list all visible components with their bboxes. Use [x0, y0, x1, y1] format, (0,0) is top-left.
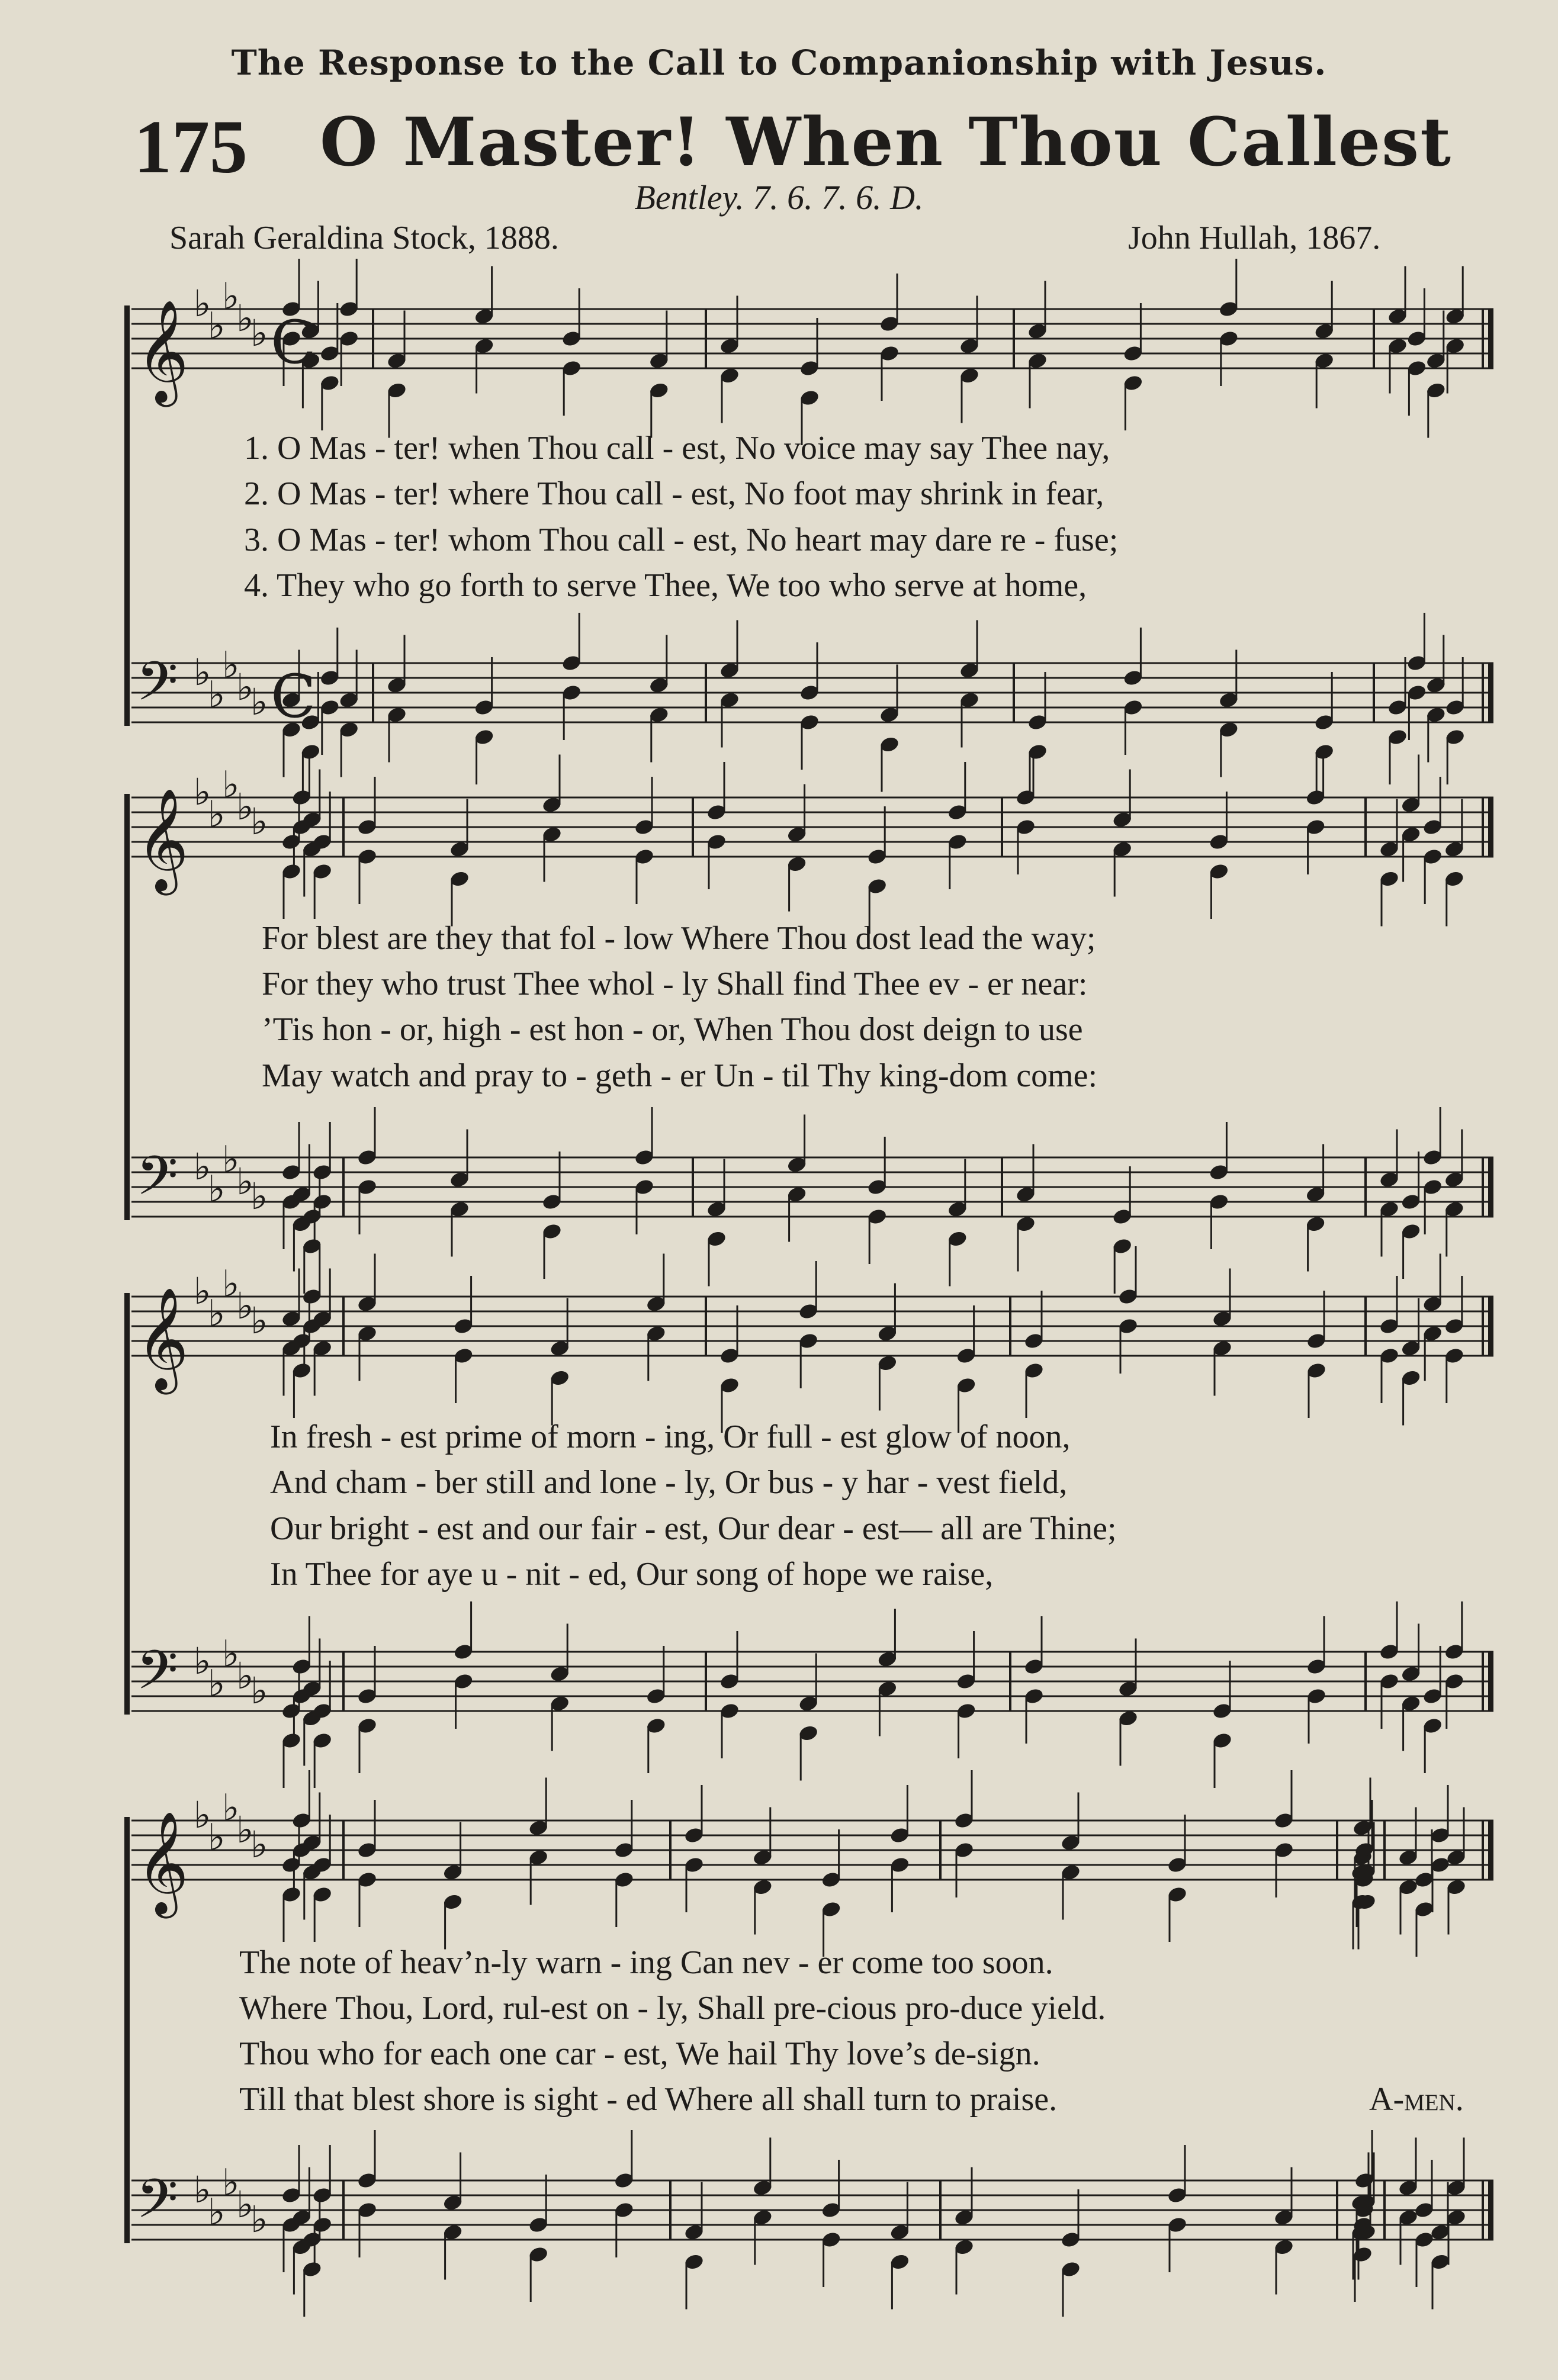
flat-icon: ♭	[236, 665, 254, 709]
flat-icon: ♭	[236, 297, 254, 340]
flat-icon: ♭	[194, 1145, 211, 1188]
lyric-line: Thou who for each one car - est, We hail Thy love’s de-sign.	[239, 2035, 1040, 2072]
lyric-line: And cham - ber still and lone - ly, Or bus - y har - vest field,	[270, 1464, 1068, 1501]
bass-clef-icon: 𝄢	[136, 1639, 178, 1715]
flat-icon: ♭	[194, 770, 211, 813]
lyric-line: May watch and pray to - geth - er Un - til Thy king-dom come:	[262, 1057, 1098, 1094]
lyric-line: For they who trust Thee whol - ly Shall find Thee ev - er near:	[262, 966, 1088, 1002]
final-bar	[1488, 309, 1493, 368]
system-bracket	[124, 305, 130, 726]
final-bar	[1488, 797, 1493, 857]
flat-icon: ♭	[222, 274, 240, 318]
bass-clef-icon: 𝄢	[136, 2167, 178, 2243]
flat-icon: ♭	[222, 763, 240, 806]
flat-icon: ♭	[194, 1639, 211, 1683]
lyric-line: 1. O Mas - ter! when Thou call - est, No voice may say Thee nay,	[244, 430, 1110, 467]
lyric-line: In Thee for aye u - nit - ed, Our song of hope we raise,	[270, 1556, 994, 1593]
treble-clef-icon: 𝄞	[136, 1811, 189, 1914]
flat-icon: ♭	[194, 1269, 211, 1313]
lyric-line: 3. O Mas - ter! whom Thou call - est, No heart may dare re - fuse;	[244, 522, 1119, 558]
flat-icon: ♭	[236, 1284, 254, 1327]
flat-icon: ♭	[236, 1654, 254, 1697]
final-bar	[1488, 1157, 1493, 1217]
lyric-line: 4. They who go forth to serve Thee, We too who serve at home,	[244, 567, 1087, 604]
flat-icon: ♭	[208, 1291, 226, 1335]
tune-meter: Bentley. 7. 6. 7. 6. D.	[634, 178, 924, 217]
flat-icon: ♭	[250, 1299, 268, 1342]
lyric-line: ’Tis hon - or, high - est hon - or, When Thou dost deign to use	[262, 1011, 1083, 1048]
final-bar	[1488, 1821, 1493, 1880]
flat-icon: ♭	[222, 1632, 240, 1675]
bass-clef-icon: 𝄢	[136, 650, 178, 726]
lyric-line: Till that blest shore is sight - ed Where all shall turn to praise.	[239, 2081, 1058, 2118]
flat-icon: ♭	[194, 282, 211, 325]
flat-icon: ♭	[222, 643, 240, 687]
flat-icon: ♭	[250, 1669, 268, 1712]
flat-icon: ♭	[236, 785, 254, 828]
amen-label: A-men.	[1369, 2081, 1464, 2118]
flat-icon: ♭	[250, 1175, 268, 1218]
system-bracket	[124, 794, 130, 1220]
lyric-line: Where Thou, Lord, rul-est on - ly, Shall pre-cious pro-duce yield.	[239, 1990, 1106, 2027]
lyric-line: In fresh - est prime of morn - ing, Or full - est glow of noon,	[270, 1419, 1071, 1455]
hymn-topic: The Response to the Call to Companionship with Jesus.	[231, 43, 1327, 83]
lyric-line: For blest are they that fol - low Where Thou dost lead the way;	[262, 920, 1096, 957]
lyric-line: Our bright - est and our fair - est, Our dear - est— all are Thine;	[270, 1510, 1117, 1547]
flat-icon: ♭	[222, 1786, 240, 1829]
flat-icon: ♭	[222, 1262, 240, 1305]
system-bracket	[124, 1817, 130, 2243]
treble-clef-icon: 𝄞	[136, 788, 189, 891]
treble-clef-icon: 𝄞	[136, 300, 189, 403]
flat-icon: ♭	[250, 1823, 268, 1866]
flat-icon: ♭	[236, 2183, 254, 2226]
flat-icon: ♭	[250, 680, 268, 723]
treble-clef-icon: 𝄞	[136, 1287, 189, 1390]
flat-icon: ♭	[208, 1661, 226, 1705]
flat-icon: ♭	[208, 1167, 226, 1211]
flat-icon: ♭	[222, 2160, 240, 2204]
final-bar	[1488, 663, 1493, 722]
flat-icon: ♭	[250, 800, 268, 843]
composer-credit: John Hullah, 1867.	[1128, 220, 1381, 256]
flat-icon: ♭	[194, 651, 211, 694]
flat-icon: ♭	[208, 2190, 226, 2234]
bass-clef-icon: 𝄢	[136, 1144, 178, 1220]
flat-icon: ♭	[194, 1793, 211, 1837]
flat-icon: ♭	[236, 1808, 254, 1851]
hymn-number: 175	[134, 105, 248, 189]
flat-icon: ♭	[250, 2198, 268, 2241]
flat-icon: ♭	[208, 673, 226, 716]
final-bar	[1488, 2180, 1493, 2240]
flat-icon: ♭	[208, 792, 226, 836]
flat-icon: ♭	[236, 1160, 254, 1203]
final-bar	[1488, 1652, 1493, 1711]
lyric-line: The note of heav’n-ly warn - ing Can nev - er come too soon.	[239, 1944, 1053, 1981]
common-time-icon: C	[271, 308, 316, 377]
flat-icon: ♭	[250, 311, 268, 355]
final-bar	[1488, 1297, 1493, 1356]
lyric-line: 2. O Mas - ter! where Thou call - est, No foot may shrink in fear,	[244, 475, 1104, 512]
flat-icon: ♭	[194, 2168, 211, 2211]
flat-icon: ♭	[208, 304, 226, 348]
hymn-title: O Master! When Thou Callest	[320, 104, 1452, 181]
system-bracket	[124, 1293, 130, 1715]
author-credit: Sarah Geraldina Stock, 1888.	[169, 220, 559, 256]
flat-icon: ♭	[208, 1815, 226, 1859]
common-time-icon: C	[271, 662, 316, 731]
flat-icon: ♭	[222, 1137, 240, 1181]
